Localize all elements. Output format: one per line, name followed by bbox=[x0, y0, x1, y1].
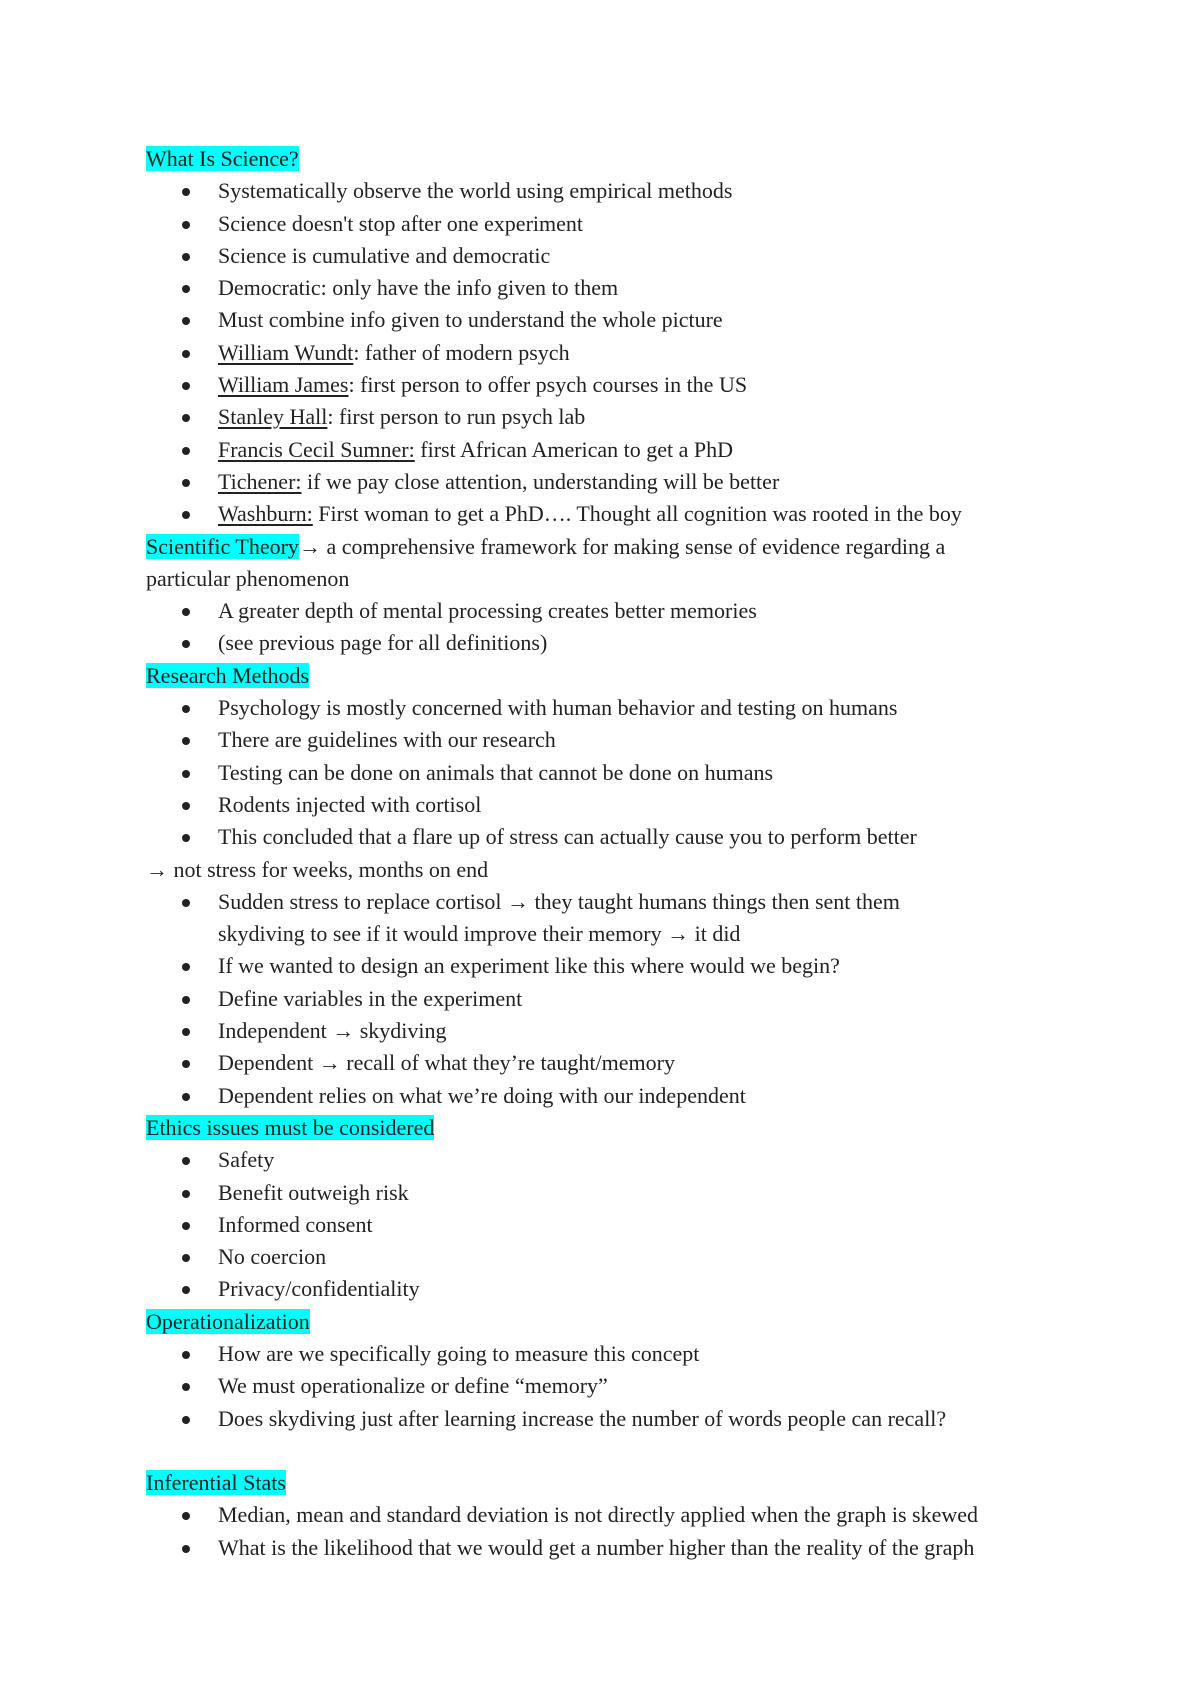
bullet-icon bbox=[182, 1222, 190, 1230]
list-item: A greater depth of mental processing creates better memories bbox=[146, 595, 1066, 627]
highlight: Scientific Theory bbox=[146, 533, 299, 559]
list-item: Median, mean and standard deviation is not directly applied when the graph is skewed bbox=[146, 1499, 1066, 1531]
section-heading-stats bbox=[146, 1467, 1066, 1499]
bullet-icon bbox=[182, 447, 190, 455]
person-name: Washburn: bbox=[218, 501, 313, 527]
section-heading-ethics bbox=[146, 1112, 1066, 1144]
bullet-icon bbox=[182, 608, 190, 616]
list-item: Science doesn't stop after one experiment bbox=[146, 208, 1066, 240]
bullet-icon bbox=[182, 1512, 190, 1520]
list-item: Independent → skydiving bbox=[146, 1015, 1066, 1047]
list-item: There are guidelines with our research bbox=[146, 724, 1066, 756]
highlight: Ethics issues must be considered bbox=[146, 1114, 435, 1140]
list-item: Privacy/confidentiality bbox=[146, 1273, 1066, 1305]
list-item: Dependent relies on what we’re doing with our independent bbox=[146, 1080, 1066, 1112]
person-name: William Wundt bbox=[218, 339, 354, 365]
person-name: William James bbox=[218, 372, 349, 398]
list-item: How are we specifically going to measure this concept bbox=[146, 1338, 1066, 1370]
bullet-icon bbox=[182, 511, 190, 519]
bullet-icon bbox=[182, 1254, 190, 1262]
bullet-icon bbox=[182, 285, 190, 293]
bullet-icon bbox=[182, 802, 190, 810]
list-item: Rodents injected with cortisol bbox=[146, 789, 1066, 821]
list-item: Tichener: if we pay close attention, understanding will be better bbox=[146, 466, 1066, 498]
paragraph-continuation: particular phenomenon bbox=[146, 565, 350, 591]
bullet-icon bbox=[182, 1383, 190, 1391]
bullet-icon bbox=[182, 188, 190, 196]
bullet-icon bbox=[182, 996, 190, 1004]
blank-line bbox=[146, 1435, 1066, 1467]
highlight: Operationalization bbox=[146, 1308, 310, 1334]
bullet-icon bbox=[182, 1190, 190, 1198]
section-heading-theory: Scientific Theory→ a comprehensive framework for making sense of evidence regarding a bbox=[146, 533, 946, 559]
list-item: Washburn: First woman to get a PhD…. Thought all cognition was rooted in the boy bbox=[146, 498, 1066, 530]
notes-content bbox=[146, 143, 1066, 1564]
bullet-icon bbox=[182, 705, 190, 713]
list-item: William James: first person to offer psych courses in the US bbox=[146, 369, 1066, 401]
list-item: Benefit outweigh risk bbox=[146, 1177, 1066, 1209]
bullet-icon bbox=[182, 1286, 190, 1294]
list-item: Psychology is mostly concerned with human behavior and testing on humans bbox=[146, 692, 1066, 724]
bullet-icon bbox=[182, 414, 190, 422]
bullet-icon bbox=[182, 253, 190, 261]
bullet-icon bbox=[182, 1351, 190, 1359]
list-item: (see previous page for all definitions) bbox=[146, 627, 1066, 659]
list-item: Stanley Hall: first person to run psych lab bbox=[146, 401, 1066, 433]
bullet-icon bbox=[182, 479, 190, 487]
person-name: Francis Cecil Sumner: bbox=[218, 436, 415, 462]
bullet-icon bbox=[182, 640, 190, 648]
bullet-icon bbox=[182, 963, 190, 971]
list-item: We must operationalize or define “memory” bbox=[146, 1370, 1066, 1402]
bullet-icon bbox=[182, 770, 190, 778]
list-item: William Wundt: father of modern psych bbox=[146, 337, 1066, 369]
list-item: Dependent → recall of what they’re taught/memory bbox=[146, 1047, 1066, 1079]
highlight: Inferential Stats bbox=[146, 1470, 286, 1496]
list-item: Francis Cecil Sumner: first African American to get a PhD bbox=[146, 434, 1066, 466]
bullet-icon bbox=[182, 350, 190, 358]
list-item: No coercion bbox=[146, 1241, 1066, 1273]
list-item: If we wanted to design an experiment like this where would we begin? bbox=[146, 950, 1066, 982]
person-name: Tichener: bbox=[218, 468, 302, 494]
bullet-icon bbox=[182, 1060, 190, 1068]
list-item: Testing can be done on animals that cannot be done on humans bbox=[146, 757, 1066, 789]
bullet-icon bbox=[182, 1545, 190, 1553]
list-item: This concluded that a flare up of stress can actually cause you to perform better bbox=[146, 821, 1066, 853]
list-item: Define variables in the experiment bbox=[146, 983, 1066, 1015]
bullet-icon bbox=[182, 1093, 190, 1101]
list-item: Safety bbox=[146, 1144, 1066, 1176]
section-heading-operationalization bbox=[146, 1306, 1066, 1338]
bullet-icon bbox=[182, 382, 190, 390]
bullet-icon bbox=[182, 221, 190, 229]
note-line: → not stress for weeks, months on end bbox=[146, 856, 489, 882]
bullet-icon bbox=[182, 1028, 190, 1036]
list-item: Informed consent bbox=[146, 1209, 1066, 1241]
list-item: Democratic: only have the info given to them bbox=[146, 272, 1066, 304]
highlight: What Is Science? bbox=[146, 146, 299, 171]
bullet-icon bbox=[182, 899, 190, 907]
section-heading-science bbox=[146, 143, 1066, 175]
list-item: Does skydiving just after learning increase the number of words people can recall? bbox=[146, 1403, 1066, 1435]
list-item: Science is cumulative and democratic bbox=[146, 240, 1066, 272]
highlight: Research Methods bbox=[146, 662, 310, 688]
list-item: Must combine info given to understand the whole picture bbox=[146, 304, 1066, 336]
list-item: Systematically observe the world using empirical methods bbox=[146, 175, 1066, 207]
bullet-icon bbox=[182, 317, 190, 325]
person-name: Stanley Hall bbox=[218, 404, 328, 430]
bullet-icon bbox=[182, 834, 190, 842]
bullet-icon bbox=[182, 737, 190, 745]
bullet-icon bbox=[182, 1157, 190, 1165]
bullet-icon bbox=[182, 1416, 190, 1424]
list-item-continuation: skydiving to see if it would improve their memory → it did bbox=[218, 921, 741, 947]
list-item: Sudden stress to replace cortisol → they taught humans things then sent them bbox=[146, 886, 1066, 918]
section-heading-methods bbox=[146, 660, 1066, 692]
list-item: What is the likelihood that we would get a number higher than the reality of the graph bbox=[146, 1532, 1066, 1564]
